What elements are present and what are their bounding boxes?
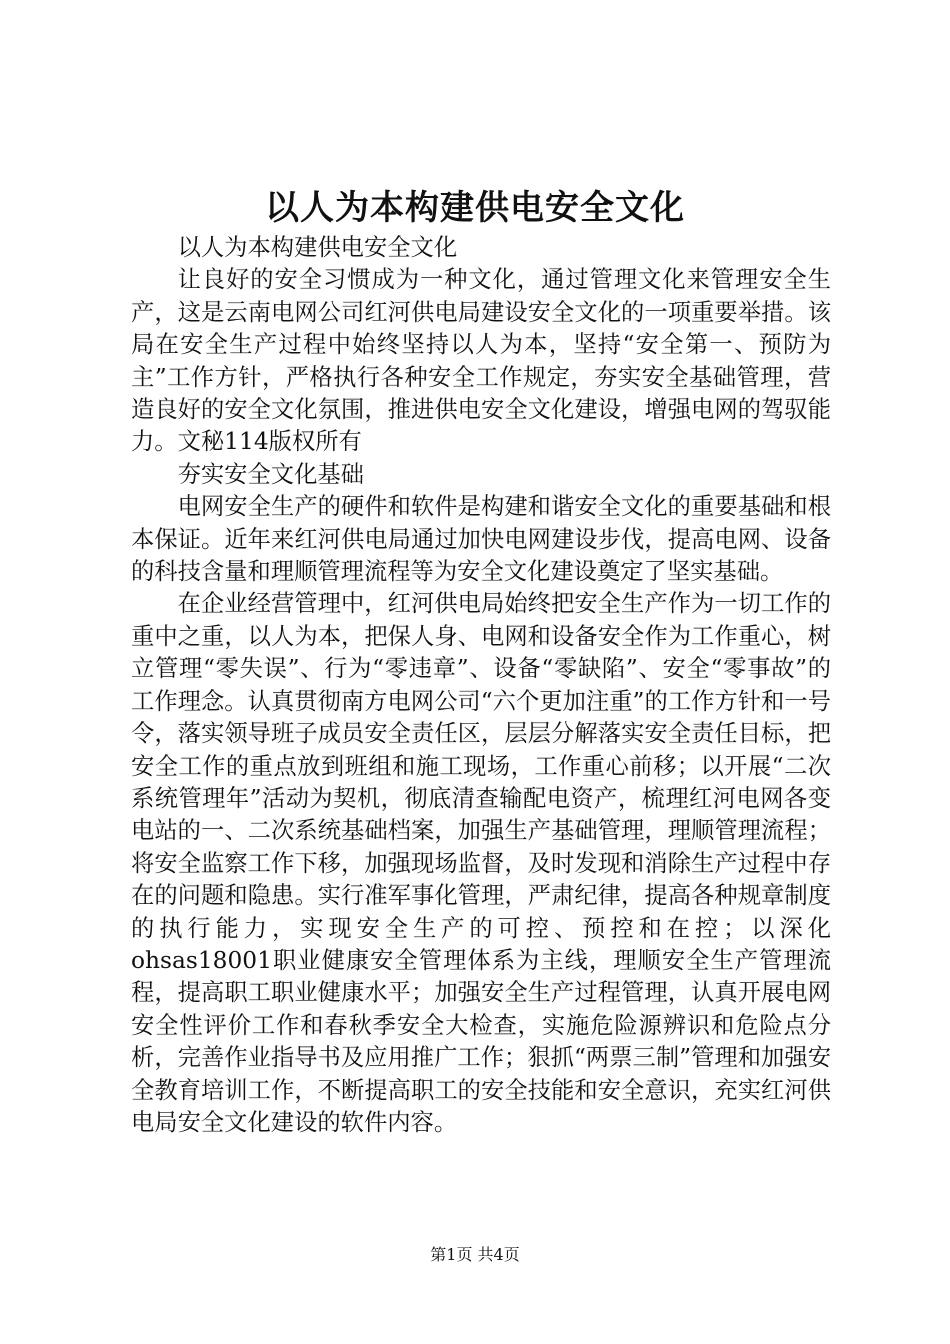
page-number: 第1页 共4页 xyxy=(430,1245,520,1264)
paragraph-subtitle: 以人为本构建供电安全文化 xyxy=(177,234,458,261)
paragraph-foundation: 电网安全生产的硬件和软件是构建和谐安全文化的重要基础和根本保证。近年来红河供电局通过加快电网建设步伐，提高电网、设备的科技含量和理顺管理流程等为安全文化建设奠定了坚实基础。 xyxy=(131,493,831,586)
document-body xyxy=(131,232,831,1139)
paragraph-management: 在企业经营管理中，红河供电局始终把安全生产作为一切工作的重中之重，以人为本，把保人身、电网和设备安全作为工作重心，树立管理“零失误”、行为“零违章”、设备“零缺陷”、安全“零事故”的工作理念。认真贯彻南方电网公司“六个更加注重”的工作方针和一号令，落实领导班子成员安全责任区，层层分解落实安全责任目标，把安全工作的重点放到班组和施工现场，工作重心前移；以开展“二次系统管理年”活动为契机，彻底清查输配电资产，梳理红河电网各变电站的一、二次系统基础档案，加强生产基础管理，理顺管理流程；将安全监察工作下移，加强现场监督，及时发现和消除生产过程中存在的问题和隐患。实行准军事化管理，严肃纪律，提高各种规章制度的执行能力，实现安全生产的可控、预控和在控；以深化ohsas18001职业健康安全管理体系为主线，理顺安全生产管理流程，提高职工职业健康水平；加强安全生产过程管理，认真开展电网安全性评价工作和春秋季安全大检查，实施危险源辨识和危险点分析，完善作业指导书及应用推广工作；狠抓“两票三制”管理和加强安全教育培训工作，不断提高职工的安全技能和安全意识，充实红河供电局安全文化建设的软件内容。 xyxy=(131,590,831,1136)
section-heading: 夯实安全文化基础 xyxy=(177,460,364,488)
document-title: 以人为本构建供电安全文化 xyxy=(265,188,685,228)
paragraph-intro: 让良好的安全习惯成为一种文化，通过管理文化来管理安全生产，这是云南电网公司红河供电局建设安全文化的一项重要举措。该局在安全生产过程中始终坚持以人为本，坚持“安全第一、预防为主”工作方针，严格执行各种安全工作规定，夯实安全基础管理，营造良好的安全文化氛围，推进供电安全文化建设，增强电网的驾驭能力。文秘114版权所有 xyxy=(131,266,831,456)
